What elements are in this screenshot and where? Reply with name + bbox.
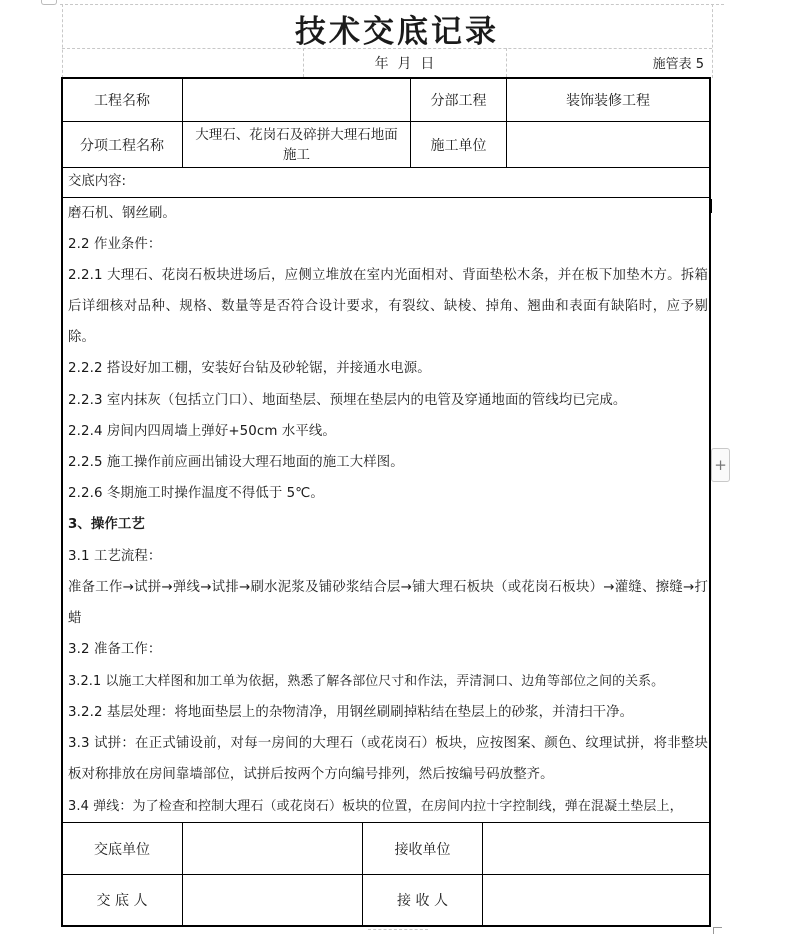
project-name-label: 工程名称 [94, 92, 150, 109]
sub-project-value: 装饰装修工程 [566, 92, 650, 109]
content-paragraph: 2.2.2 搭设好加工棚，安装好台钻及砂轮锯，并接通水电源。 [68, 361, 431, 376]
plus-icon: + [714, 456, 727, 474]
item-name-value: 大理石、花岗石及碎拼大理石地面施工 [195, 126, 398, 163]
content-paragraph: 2.2.6 冬期施工时操作温度不得低于 5℃。 [68, 486, 324, 501]
project-name-value [183, 78, 410, 121]
content-paragraph: 准备工作→试拼→弹线→试排→刷水泥浆及铺砂浆结合层→铺大理石板块（或花岗石板块）→灌缝、擦缝→打蜡 [68, 580, 708, 626]
sub-project-label: 分部工程 [430, 92, 487, 109]
top-scroll-marker [41, 0, 57, 5]
form-code: 施管表 5 [652, 57, 704, 72]
handover-unit-value [183, 823, 362, 874]
content-paragraph: 2.2.5 施工操作前应画出铺设大理石地面的施工大样图。 [68, 455, 404, 470]
section-heading: 3、操作工艺 [68, 517, 145, 532]
date-label: 年 月 日 [374, 55, 435, 72]
text-cursor [710, 199, 712, 213]
construction-unit-label: 施工单位 [430, 137, 487, 154]
construction-unit-value [507, 122, 709, 167]
content-paragraph: 3.2.2 基层处理：将地面垫层上的杂物清净，用钢丝刷刷掉粘结在垫层上的砂浆，并清扫干净。 [68, 705, 634, 720]
receiving-person-value [483, 875, 709, 925]
content-paragraph: 2.2.4 房间内四周墙上弹好+50cm 水平线。 [68, 424, 336, 439]
handover-unit-label: 交底单位 [94, 841, 150, 858]
content-label: 交底内容: [68, 174, 127, 189]
receiving-unit-label: 接收单位 [394, 841, 451, 858]
content-paragraph: 3.4 弹线：为了检查和控制大理石（或花岗石）板块的位置，在房间内拉十字控制线，弹在混凝土垫层上， [68, 799, 683, 814]
content-paragraph: 3.3 试拼：在正式铺设前，对每一房间的大理石（或花岗石）板块，应按图案、颜色、纹理试拼，将非整块板对称排放在房间靠墙部位，试拼后按两个方向编号排列，然后按编号码放整齐。 [68, 736, 708, 782]
add-row-button[interactable] [711, 448, 730, 482]
top-guide-line [60, 4, 724, 5]
content-paragraph: 磨石机、钢丝刷。 [68, 206, 176, 221]
item-name-label: 分项工程名称 [80, 137, 164, 154]
content-paragraph: 2.2.3 室内抹灰（包括立门口）、地面垫层、预埋在垫层内的电管及穿通地面的管线均已完成。 [68, 393, 627, 408]
handover-person-label: 交 底 人 [96, 893, 148, 909]
table-bottom-border [61, 925, 711, 927]
bottom-guide-line [368, 929, 428, 930]
document-title: 技术交底记录 [295, 14, 499, 50]
content-paragraph: 3.1 工艺流程： [68, 549, 162, 564]
content-paragraph: 3.2 准备工作： [68, 642, 162, 657]
table-left-border [61, 77, 63, 927]
content-paragraph: 3.2.1 以施工大样图和加工单为依据，熟悉了解各部位尺寸和作法，弄清洞口、边角等部位之间的关系。 [68, 674, 665, 689]
content-paragraph: 2.2 作业条件： [68, 237, 162, 252]
receiving-person-label: 接 收 人 [397, 893, 448, 909]
header-bottom-divider [62, 167, 710, 168]
receiving-unit-value [483, 823, 709, 874]
handover-person-value [183, 875, 362, 925]
content-paragraph: 2.2.1 大理石、花岗石板块进场后，应侧立堆放在室内光面相对、背面垫松木条，并在板下加垫木方。拆箱后详细核对品种、规格、数量等是否符合设计要求，有裂纹、缺棱、掉角、翘曲和表面有缺陷时，应予剔除。 [68, 268, 708, 345]
